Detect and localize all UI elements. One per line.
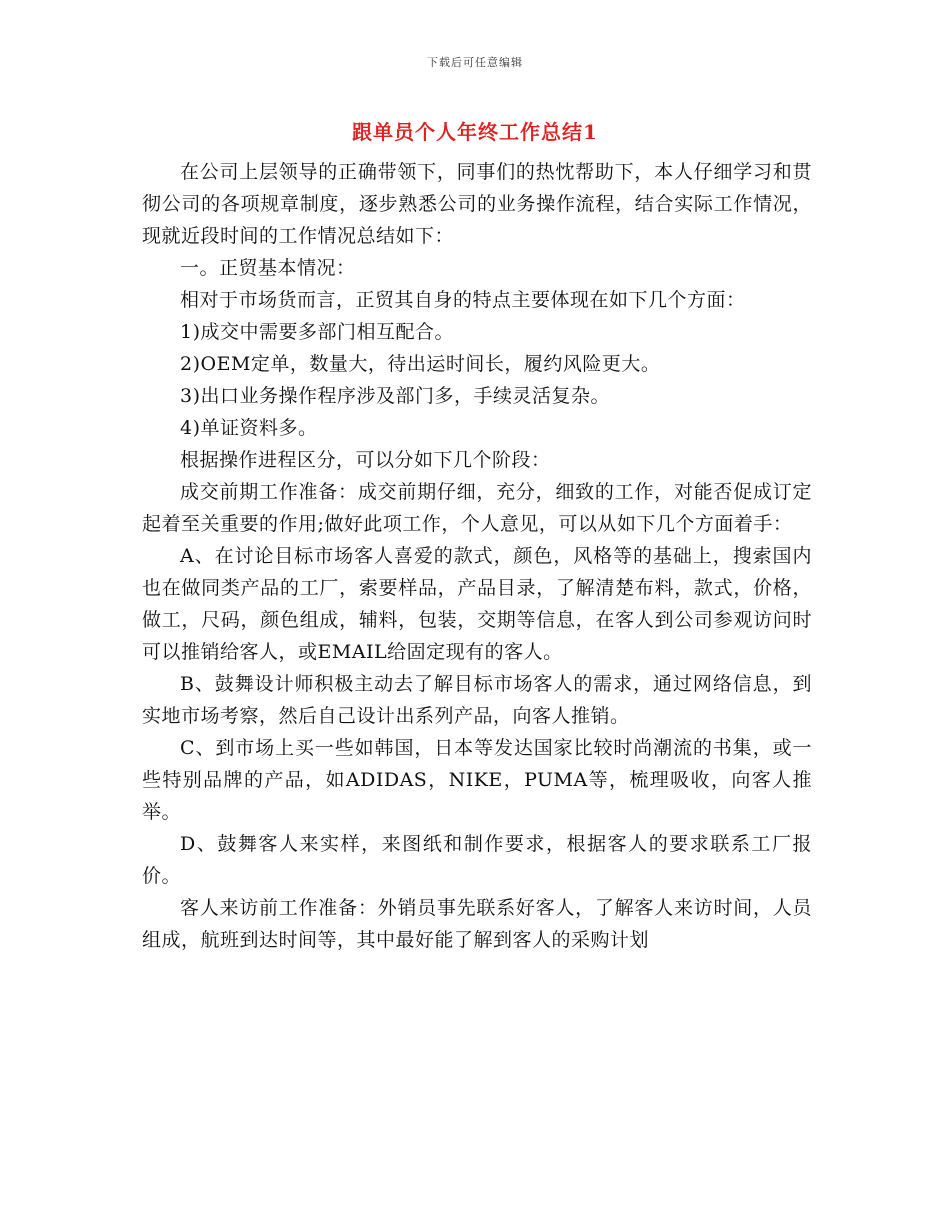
paragraph: 在公司上层领导的正确带领下，同事们的热忱帮助下，本人仔细学习和贯彻公司的各项规章制度，逐步熟悉公司的业务操作流程，结合实际工作情况，现就近段时间的工作情况总结如下：: [142, 161, 812, 247]
document-title: 跟单员个人年终工作总结1: [352, 120, 598, 144]
paragraph: 相对于市场货而言，正贸其自身的特点主要体现在如下几个方面：: [180, 289, 746, 311]
paragraph: 成交前期工作准备：成交前期仔细，充分，细致的工作，对能否促成订定起着至关重要的作用;做好此项工作，个人意见，可以从如下几个方面着手：: [142, 481, 812, 535]
paragraph: A、在讨论目标市场客人喜爱的款式，颜色，风格等的基础上，搜索国内也在做同类产品的工厂，索要样品，产品目录，了解清楚布料，款式，价格，做工，尺码，颜色组成，辅料，包装，交期等信息，在客人到公司参观访问时可以推销给客人，或EMAIL给固定现有的客人。: [142, 545, 812, 663]
paragraph: 3)出口业务操作程序涉及部门多，手续灵活复杂。: [180, 385, 611, 407]
paragraph: 4)单证资料多。: [180, 417, 318, 439]
paragraph: 1)成交中需要多部门相互配合。: [180, 321, 455, 343]
paragraph: B、鼓舞设计师积极主动去了解目标市场客人的需求，通过网络信息，到实地市场考察，然后自己设计出系列产品，向客人推销。: [142, 673, 812, 727]
document-body: [142, 156, 812, 956]
paragraph: 根据操作进程区分，可以分如下几个阶段：: [180, 449, 551, 471]
paragraph: 2)OEM定单，数量大，待出运时间长，履约风险更大。: [180, 353, 661, 375]
paragraph: C、到市场上买一些如韩国，日本等发达国家比较时尚潮流的书集，或一些特别品牌的产品，如ADIDAS，NIKE，PUMA等，梳理吸收，向客人推举。: [142, 737, 812, 823]
header-note: 下载后可任意编辑: [427, 56, 523, 69]
paragraph: D、鼓舞客人来实样，来图纸和制作要求，根据客人的要求联系工厂报价。: [142, 833, 812, 887]
paragraph: 客人来访前工作准备：外销员事先联系好客人，了解客人来访时间，人员组成，航班到达时间等，其中最好能了解到客人的采购计划: [142, 897, 812, 951]
paragraph: 一。正贸基本情况：: [180, 257, 356, 279]
